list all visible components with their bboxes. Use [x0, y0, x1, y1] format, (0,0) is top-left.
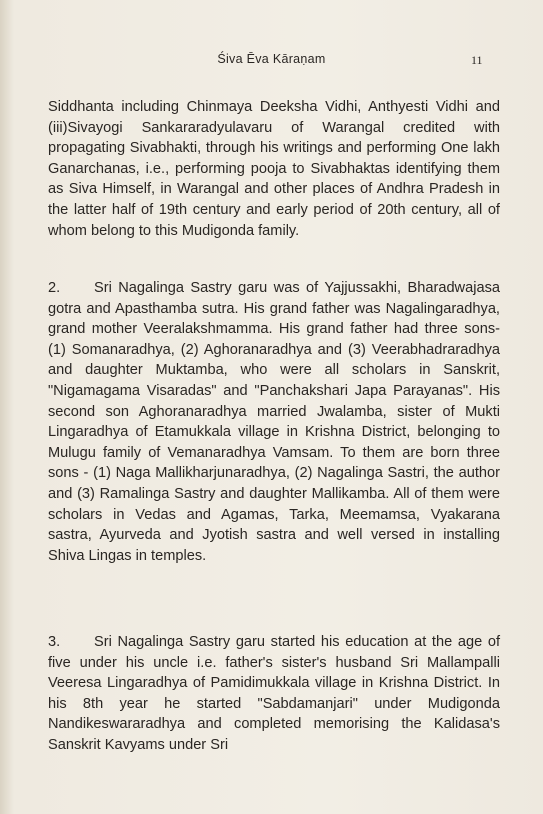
paragraph-text: Sri Nagalinga Sastry garu started his education at the age of five under his uncle i.e. father's sister's husband Sri Mallampalli Veeresa Lingaradhya of Pamidimukkala village in Krishna District. In his 8th year he started "Sabdamanjari" under Mudigonda Nandikeswararadhya and completed memorising the Kalidasa's Sanskrit Kavyams under Sri: [48, 634, 500, 753]
paragraph-1: [48, 97, 500, 241]
paragraph-text: Siddhanta including Chinmaya Deeksha Vidhi, Anthyesti Vidhi and (iii)Sivayogi Sankararadyulavaru of Warangal credited with propagating Sivabhakti, through his writings and performing One lakh Ganarchanas, i.e., performing pooja to Sivabhaktas identifying them as Siva Himself, in Warangal and other places of Andhra Pradesh in the latter half of 19th century and early period of 20th century, all of whom belong to this Mudigonda family.: [48, 99, 500, 239]
paragraph-number: 3.: [48, 634, 61, 650]
paragraph-text: Sri Nagalinga Sastry garu was of Yajjussakhi, Bharadwajasa gotra and Apasthamba sutra. His grand father was Nagalingaradhya, grand mother Veeralakshmamma. His grand father had three sons- (1) Somanaradhya, (2) Aghoranaradhya and (3) Veerabhadraradhya and daughter Muktamba, who were all scholars in Sanskrit, "Nigamagama Visaradas" and "Panchakshari Japa Parayanas". His second son Aghoranaradhya married Jwalamba, sister of Mukti Lingaradhya of Etamukkala village in Krishna District, belonging to Mulugu family of Vemanaradhya Vamsam. To them are born three sons - (1) Naga Mallikharjunaradhya, (2) Nagalinga Sastri, the author and (3) Ramalinga Sastry and daughter Mallikamba. All of them were scholars in Vedas and Agamas, Tarka, Meemamsa, Vyakarana sastra, Ayurveda and Jyotish sastra and well versed in installing Shiva Lingas in temples.: [48, 280, 500, 564]
page-number: 11: [471, 53, 483, 67]
paragraph-3: [48, 632, 500, 756]
paragraph-2: [48, 278, 500, 566]
running-header-title: Śiva Ēva Kāraṇam: [217, 52, 326, 66]
paragraph-number: 2.: [48, 280, 61, 296]
